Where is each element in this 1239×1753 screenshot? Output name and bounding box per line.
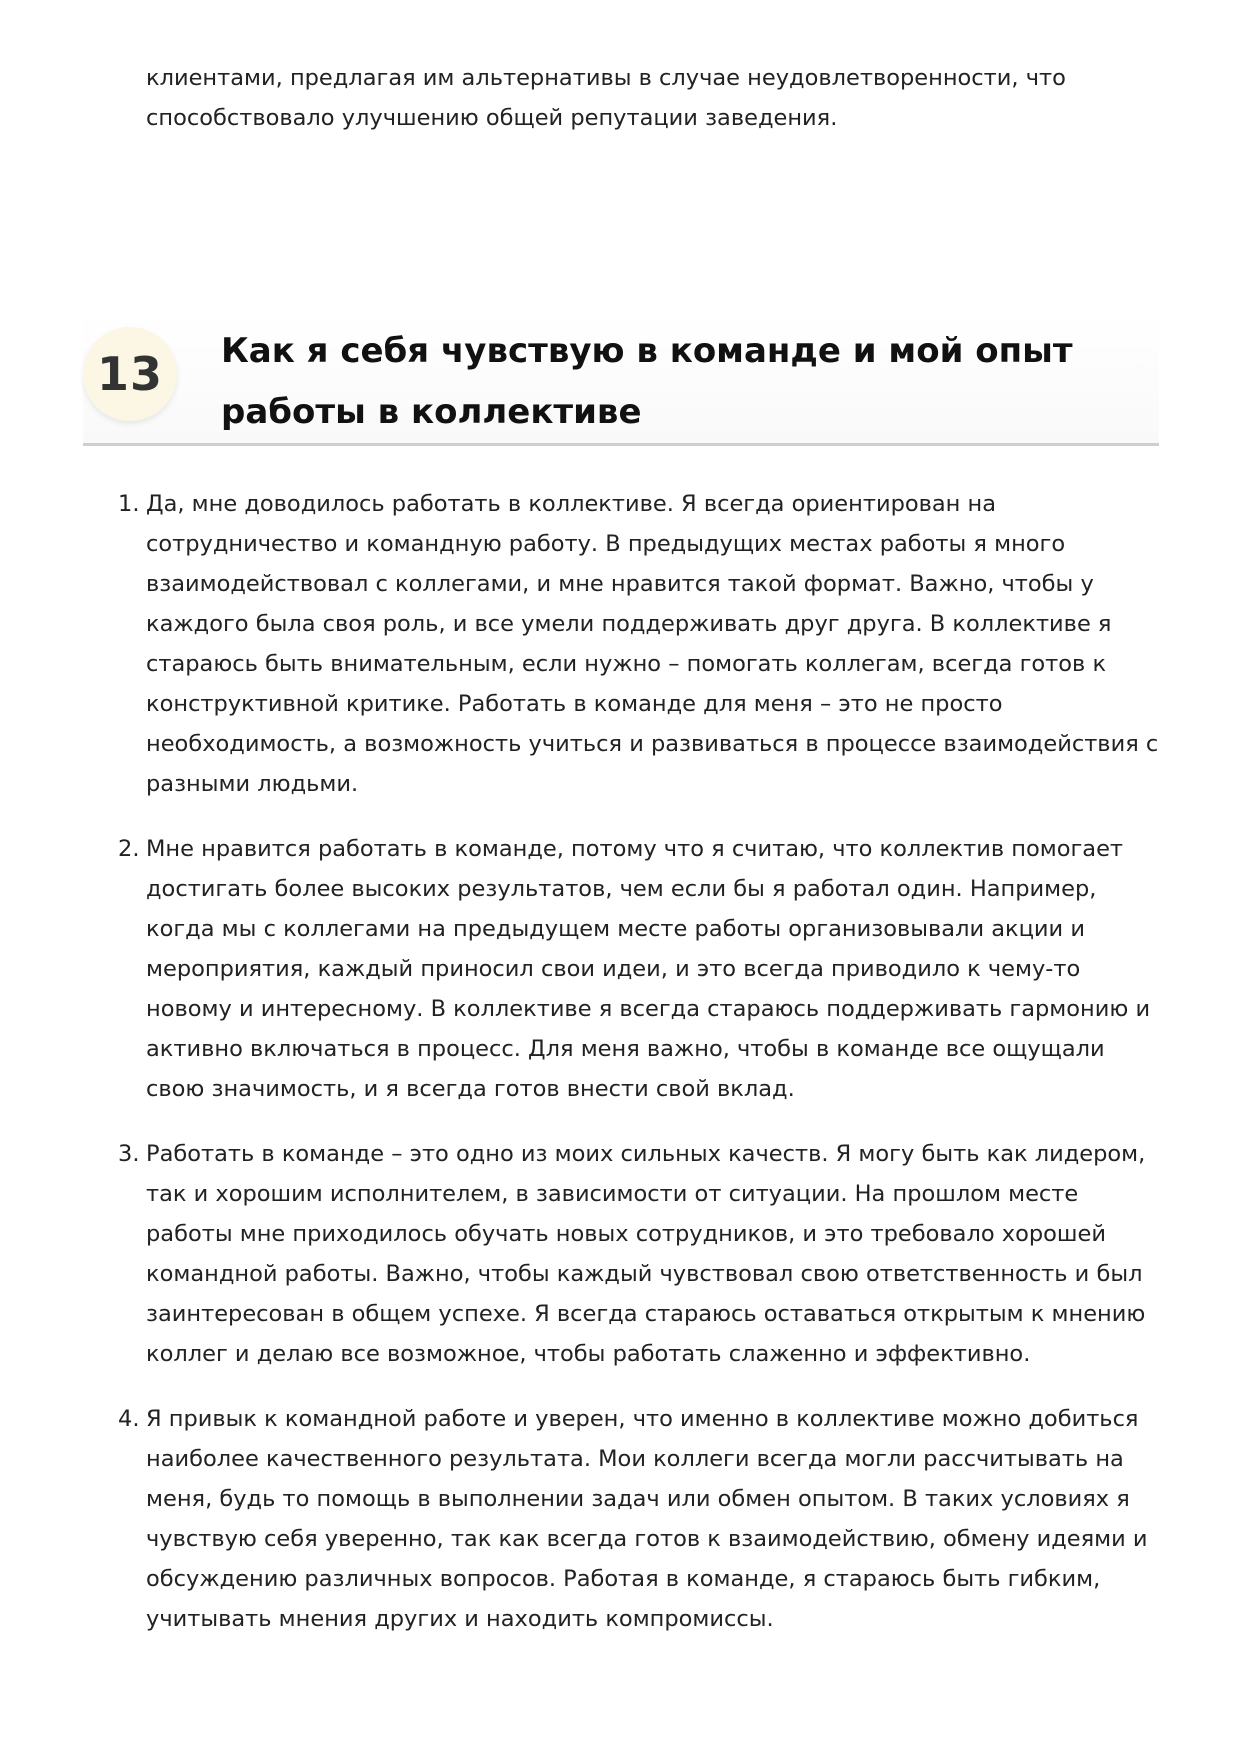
answer-number: 1. — [118, 491, 140, 517]
answer-text: Я привык к командной работе и уверен, что именно в коллективе можно добиться наиболее качественного результата. Мои коллеги всегда могли рассчитывать на меня, будь то помощь в выполнении задач или обмен опытом. В таких условиях я чувствую себя уверенно, так как всегда готов к взаимодействию, обмену идеями и обсуждению различных вопросов. Работая в команде, я стараюсь быть гибким, учитывать мнения других и находить компромиссы. — [146, 1406, 1148, 1632]
intro-paragraph — [146, 58, 1146, 138]
section-number-badge: 13 — [83, 327, 177, 421]
intro-text: клиентами, предлагая им альтернативы в случае неудовлетворенности, что способствовало улучшению общей репутации заведения. — [146, 65, 1066, 131]
answer-text: Да, мне доводилось работать в коллективе. Я всегда ориентирован на сотрудничество и командную работу. В предыдущих местах работы я много взаимодействовал с коллегами, и мне нравится такой формат. Важно, чтобы у каждого была своя роль, и все умели поддерживать друг друга. В коллективе я стараюсь быть внимательным, если нужно – помогать коллегам, всегда готов к конструктивной критике. Работать в команде для меня – это не просто необходимость, а возможность учиться и развиваться в процессе взаимодействия с разными людьми. — [146, 491, 1159, 797]
answer-text: Мне нравится работать в команде, потому что я считаю, что коллектив помогает достигать более высоких результатов, чем если бы я работал один. Например, когда мы с коллегами на предыдущем месте работы организовывали акции и мероприятия, каждый приносил свои идеи, и это всегда приводило к чему-то новому и интересному. В коллективе я всегда стараюсь поддерживать гармонию и активно включаться в процесс. Для меня важно, чтобы в команде все ощущали свою значимость, и я всегда готов внести свой вклад. — [146, 836, 1151, 1102]
section-title: Как я себя чувствую в команде и мой опыт работы в коллективе — [221, 331, 1073, 432]
answer-item-4 — [110, 1399, 1160, 1639]
answer-item-3 — [110, 1134, 1160, 1374]
answers-list — [110, 484, 1160, 1664]
answer-number: 2. — [118, 836, 140, 862]
section-header — [83, 313, 1159, 446]
answer-text: Работать в команде – это одно из моих сильных качеств. Я могу быть как лидером, так и хорошим исполнителем, в зависимости от ситуации. На прошлом месте работы мне приходилось обучать новых сотрудников, и это требовало хорошей командной работы. Важно, чтобы каждый чувствовал свою ответственность и был заинтересован в общем успехе. Я всегда стараюсь оставаться открытым к мнению коллег и делаю все возможное, чтобы работать слаженно и эффективно. — [146, 1141, 1146, 1367]
answer-item-1 — [110, 484, 1160, 804]
answer-number: 3. — [118, 1141, 140, 1167]
answer-item-2 — [110, 829, 1160, 1109]
answer-number: 4. — [118, 1406, 140, 1432]
